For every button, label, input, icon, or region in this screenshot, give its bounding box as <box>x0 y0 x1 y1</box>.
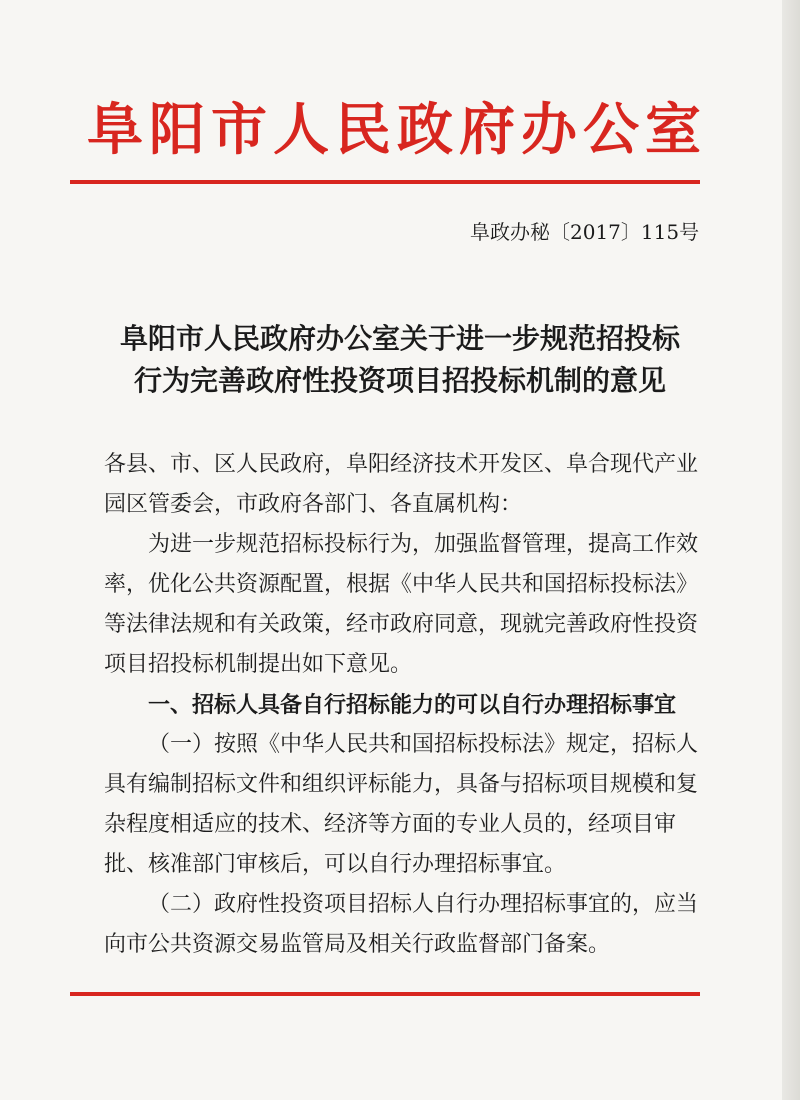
item-2-paragraph: （二）政府性投资项目招标人自行办理招标事宜的，应当向市公共资源交易监管局及相关行政监督部门备案。 <box>104 892 699 957</box>
intro-paragraph: 为进一步规范招标投标行为，加强监督管理，提高工作效率，优化公共资源配置，根据《中华人民共和国招标投标法》等法律法规和有关政策，经市政府同意，现就完善政府性投资项目招投标机制提出如下意见。 <box>104 532 699 677</box>
footer-red-rule <box>70 992 700 996</box>
issuing-office-header: 阜阳市人民政府办公室 <box>87 97 707 163</box>
document-body <box>104 445 704 965</box>
title-line-2: 行为完善政府性投资项目招投标机制的意见 <box>133 364 666 397</box>
addressee: 各县、市、区人民政府，阜阳经济技术开发区、阜合现代产业园区管委会，市政府各部门、各直属机构： <box>104 452 699 517</box>
title-line-1: 阜阳市人民政府办公室关于进一步规范招投标 <box>119 322 680 355</box>
section-heading-1: 一、招标人具备自行招标能力的可以自行办理招标事宜 <box>148 692 677 718</box>
document-title <box>90 318 710 402</box>
item-1-paragraph: （一）按照《中华人民共和国招标投标法》规定，招标人具有编制招标文件和组织评标能力，具备与招标项目规模和复杂程度相适应的技术、经济等方面的专业人员的，经项目审批、核准部门审核后，可以自行办理招标事宜。 <box>104 732 699 877</box>
document-number: 阜政办秘〔2017〕115号 <box>470 220 700 244</box>
scan-edge <box>782 0 800 1100</box>
header-red-rule <box>70 180 700 184</box>
